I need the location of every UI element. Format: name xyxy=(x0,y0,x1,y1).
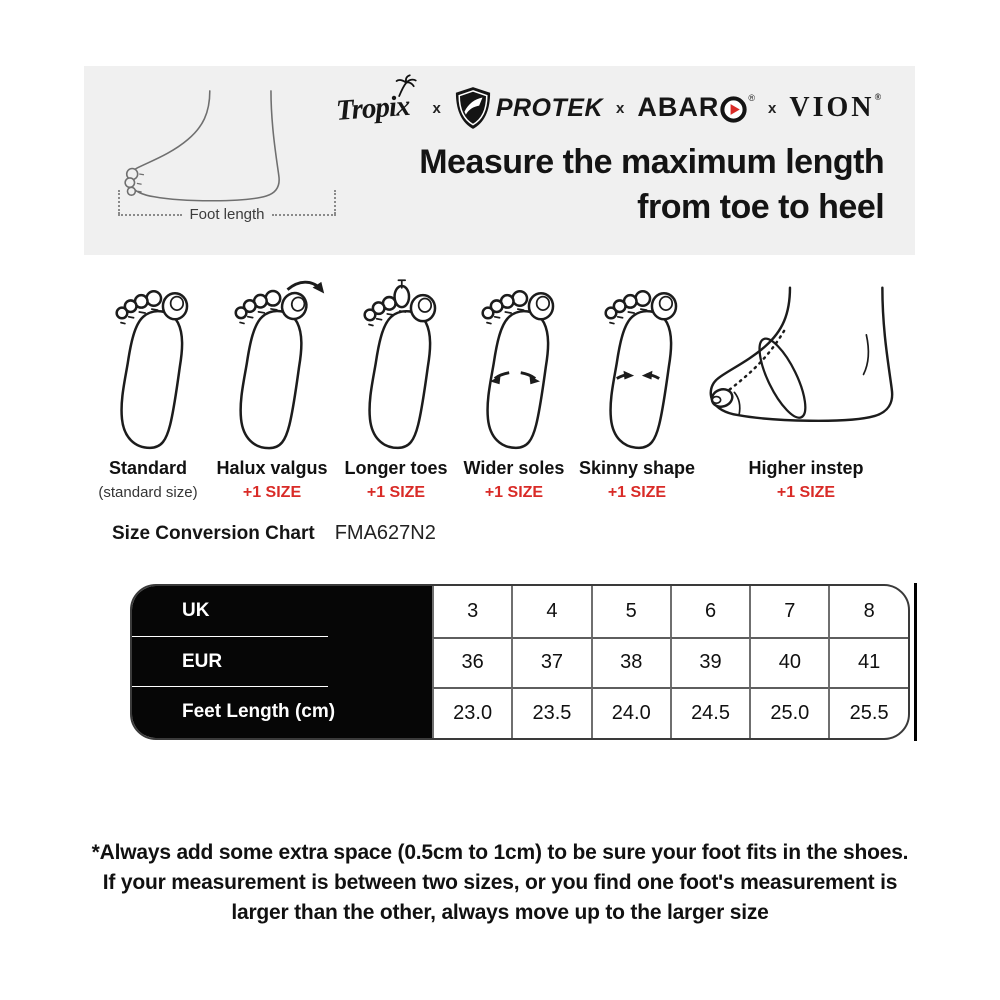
measure-tick-right xyxy=(334,190,336,214)
footnote-line-3: larger than the other, always move up to the larger size xyxy=(231,901,769,924)
table-cell: 40 xyxy=(749,637,828,688)
table-cell: 5 xyxy=(591,586,670,637)
brand-separator: x xyxy=(768,99,777,117)
dotted-line-left xyxy=(118,214,182,216)
tropix-wordmark: Tropix xyxy=(334,89,411,127)
foot-type-card-higher-instep xyxy=(707,278,905,502)
standard-foot-icon xyxy=(95,278,201,452)
foot-type-note: +1 SIZE xyxy=(607,484,667,501)
foot-type-name: Longer toes xyxy=(344,458,448,478)
table-cell: 39 xyxy=(670,637,749,688)
size-chart-title-row xyxy=(112,522,436,545)
hero-right-block xyxy=(336,66,937,255)
table-cell: 23.0 xyxy=(432,687,511,738)
registered-mark: ® xyxy=(874,92,885,102)
registered-mark: ® xyxy=(748,93,755,103)
skinny-shape-foot-icon xyxy=(584,278,690,452)
foot-type-name: Standard xyxy=(108,458,187,478)
foot-type-note: +1 SIZE xyxy=(242,484,302,501)
play-circle-icon xyxy=(719,95,748,124)
footnote-line-1: *Always add some extra space (0.5cm to 1cm) to be sure your foot fits in the shoes. xyxy=(91,841,909,864)
table-cell: 25.0 xyxy=(749,687,828,738)
higher-instep-foot-icon xyxy=(707,278,905,452)
foot-type-card-halux-valgus xyxy=(213,278,331,502)
brand-protek-logo xyxy=(454,86,603,130)
table-cell: 24.5 xyxy=(670,687,749,738)
brand-logo-row xyxy=(336,82,884,134)
table-cell: 7 xyxy=(749,586,828,637)
foot-type-card-wider-soles xyxy=(461,278,567,502)
foot-type-card-standard xyxy=(95,278,201,502)
table-row-label xyxy=(132,586,432,637)
dotted-line-right xyxy=(272,214,336,216)
row-label-text: Feet Length (cm) xyxy=(182,701,336,723)
table-row-label xyxy=(132,687,432,738)
shield-icon xyxy=(454,86,492,130)
table-cell: 41 xyxy=(828,637,907,688)
table-row-label xyxy=(132,637,432,688)
table-cell: 24.0 xyxy=(591,687,670,738)
table-cell: 23.5 xyxy=(511,687,590,738)
halux-valgus-foot-icon xyxy=(213,278,331,452)
foot-type-name: Wider soles xyxy=(463,458,565,478)
foot-type-note: +1 SIZE xyxy=(776,484,836,501)
table-cell: 36 xyxy=(432,637,511,688)
table-cell: 38 xyxy=(591,637,670,688)
foot-type-note: +1 SIZE xyxy=(366,484,426,501)
foot-length-label: Foot length xyxy=(189,206,265,223)
headline-line-1: Measure the maximum length xyxy=(419,143,885,181)
size-chart-title: Size Conversion Chart xyxy=(112,523,315,544)
table-cell: 8 xyxy=(828,586,907,637)
measure-tick-left xyxy=(118,190,120,214)
brand-vion-logo xyxy=(789,92,884,124)
table-cell: 4 xyxy=(511,586,590,637)
foot-type-note: (standard size) xyxy=(98,484,198,501)
foot-type-name: Higher instep xyxy=(748,458,864,478)
brand-abaro-logo xyxy=(637,92,755,124)
headline xyxy=(419,140,884,230)
row-label-text: EUR xyxy=(182,650,223,672)
footnote xyxy=(0,838,1000,928)
size-table-wrap xyxy=(130,584,910,740)
size-conversion-table xyxy=(130,584,910,740)
longer-toes-foot-icon xyxy=(343,278,449,452)
brand-tropix-logo xyxy=(335,89,421,128)
footnote-line-2: If your measurement is between two sizes, or you find one foot's measurement is xyxy=(102,871,898,894)
protek-wordmark: PROTEK xyxy=(495,93,604,122)
palm-tree-icon xyxy=(393,73,421,99)
foot-type-name: Skinny shape xyxy=(578,458,695,478)
foot-length-diagram xyxy=(118,86,336,255)
foot-type-note: +1 SIZE xyxy=(484,484,544,501)
model-code: FMA627N2 xyxy=(334,522,436,544)
table-cell: 3 xyxy=(432,586,511,637)
foot-type-row xyxy=(95,278,905,502)
brand-separator: x xyxy=(616,99,625,117)
table-cell: 25.5 xyxy=(828,687,907,738)
brand-separator: x xyxy=(432,99,441,117)
headline-line-2: from toe to heel xyxy=(637,188,885,226)
side-foot-outline-icon xyxy=(122,86,318,204)
vion-wordmark: VION xyxy=(789,92,875,123)
table-cell: 6 xyxy=(670,586,749,637)
foot-type-card-skinny-shape xyxy=(579,278,695,502)
foot-type-card-longer-toes xyxy=(343,278,449,502)
foot-length-measure-line xyxy=(118,206,336,223)
table-right-edge-bar xyxy=(914,583,917,741)
foot-type-name: Halux valgus xyxy=(216,458,328,478)
table-cell: 37 xyxy=(511,637,590,688)
wider-soles-foot-icon xyxy=(461,278,567,452)
abaro-wordmark: ABAR xyxy=(637,92,720,122)
row-label-text: UK xyxy=(182,600,210,622)
measuring-hero-section xyxy=(84,66,915,255)
